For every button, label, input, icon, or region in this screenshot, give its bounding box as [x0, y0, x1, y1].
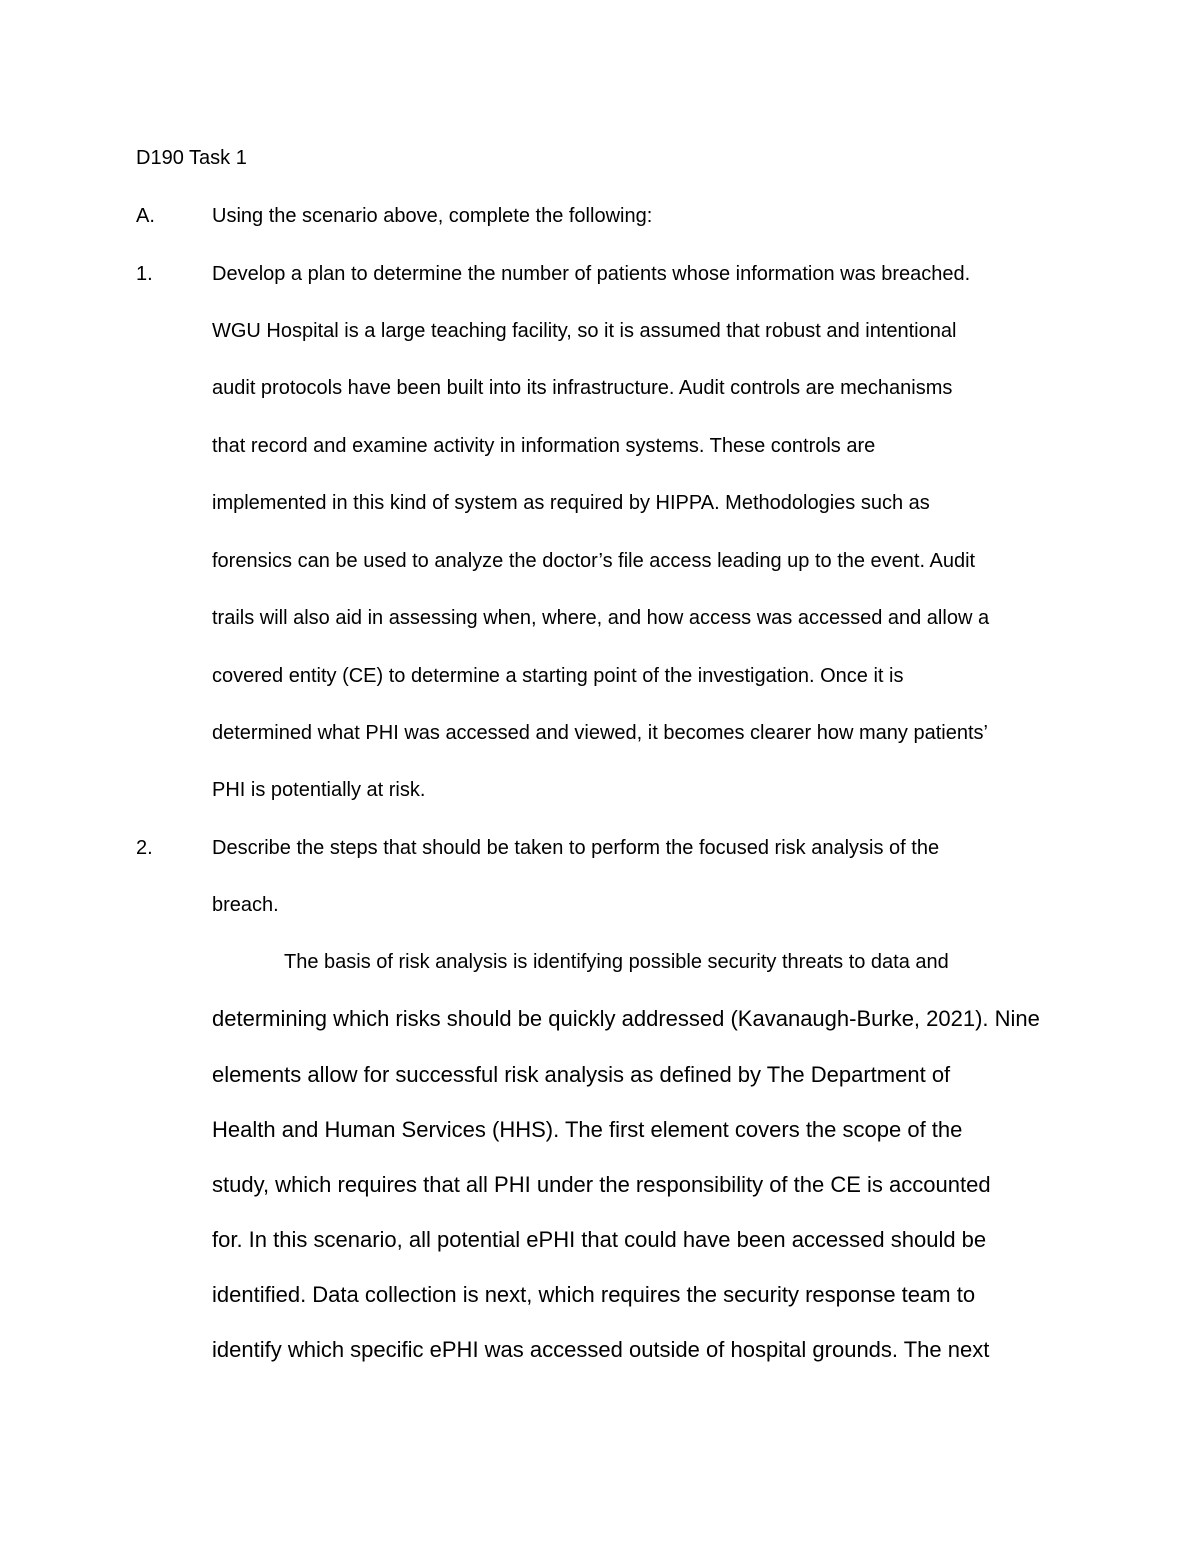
item2-line: elements allow for successful risk analysis as defined by The Department of [212, 1062, 951, 1087]
item2-heading: breach. [212, 894, 279, 916]
item1-line: implemented in this kind of system as required by HIPPA. Methodologies such as [212, 492, 930, 514]
item2-heading: Describe the steps that should be taken to perform the focused risk analysis of the [212, 837, 940, 859]
item1-line: determined what PHI was accessed and viewed, it becomes clearer how many patients’ [212, 722, 988, 744]
section-a-marker: A. [136, 205, 155, 227]
section-a-text: Using the scenario above, complete the following: [212, 205, 653, 227]
item1-line: forensics can be used to analyze the doctor’s file access leading up to the event. Audit [212, 550, 976, 572]
item1-marker: 1. [136, 263, 153, 285]
item2-line: identify which specific ePHI was accessed outside of hospital grounds. The next [212, 1337, 990, 1362]
item2-line: study, which requires that all PHI under the responsibility of the CE is accounted [212, 1172, 991, 1197]
item1-heading: Develop a plan to determine the number of patients whose information was breached. [212, 263, 971, 285]
item1-line: covered entity (CE) to determine a starting point of the investigation. Once it is [212, 665, 904, 687]
item2-marker: 2. [136, 837, 153, 859]
item2-line: determining which risks should be quickly addressed (Kavanaugh-Burke, 2021). Nine [212, 1006, 1040, 1031]
document-title: D190 Task 1 [136, 147, 247, 169]
item2-line: identified. Data collection is next, which requires the security response team to [212, 1282, 976, 1307]
item2-line: The basis of risk analysis is identifying possible security threats to data and [284, 951, 949, 973]
item2-line: Health and Human Services (HHS). The first element covers the scope of the [212, 1117, 963, 1142]
item1-line: PHI is potentially at risk. [212, 779, 426, 801]
item1-line: WGU Hospital is a large teaching facility, so it is assumed that robust and intentional [212, 320, 957, 342]
item1-line: audit protocols have been built into its infrastructure. Audit controls are mechanisms [212, 377, 953, 399]
item1-line: trails will also aid in assessing when, where, and how access was accessed and allow a [212, 607, 990, 629]
item1-line: that record and examine activity in information systems. These controls are [212, 435, 876, 457]
item2-line: for. In this scenario, all potential ePHI that could have been accessed should be [212, 1227, 987, 1252]
